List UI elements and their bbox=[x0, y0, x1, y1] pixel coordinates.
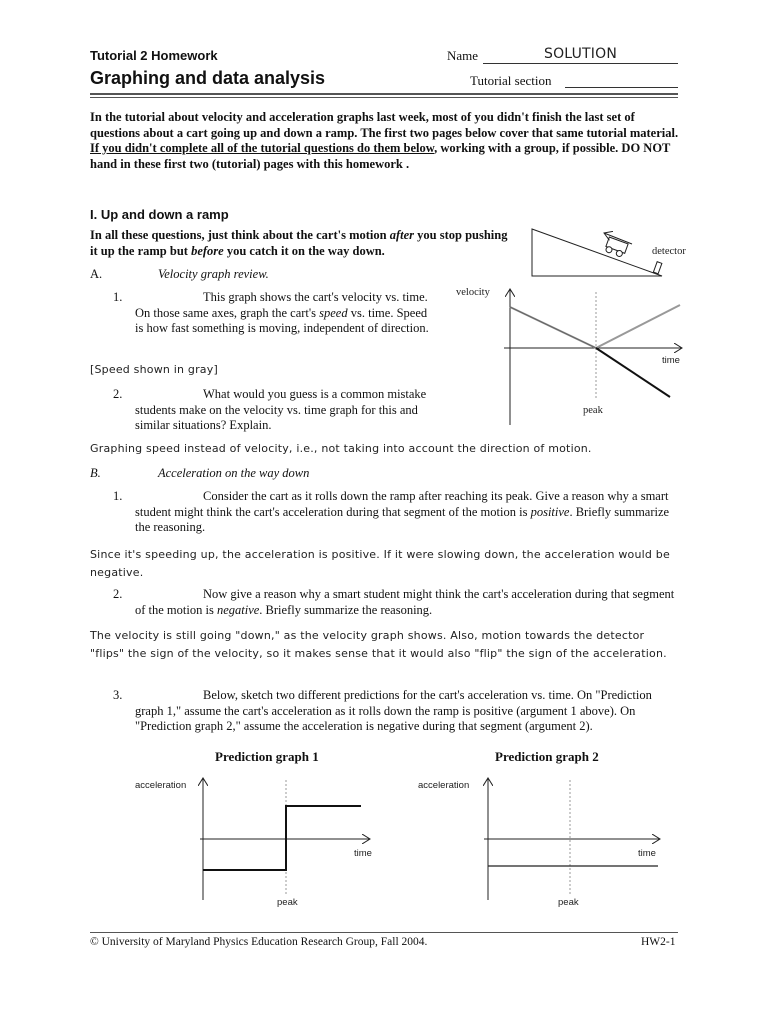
intro-text: In the tutorial about velocity and acceleration graphs last week, most of you didn't finish the last set of questions about a cart going up and down a ramp. The first two pages below cover that same tutorial material. bbox=[90, 110, 679, 140]
name-field[interactable]: SOLUTION bbox=[483, 46, 678, 64]
q1-speed: speed bbox=[319, 305, 348, 320]
prediction-graph-2-title: Prediction graph 2 bbox=[495, 749, 599, 764]
intro-underlined: If you didn't complete all of the tutorial questions do them below bbox=[90, 141, 435, 155]
peak-label: peak bbox=[277, 897, 298, 908]
part-a-title: Velocity graph review. bbox=[158, 267, 269, 281]
section-label: Tutorial section bbox=[470, 73, 552, 88]
b1-text-a: Consider the cart as it rolls down the ramp after reaching its peak. Give a reason why a smart student might think the cart's acceleration during that segment of the motion is bbox=[135, 489, 669, 519]
answer-a2: Graphing speed instead of velocity, i.e., not taking into account the direction of motion. bbox=[90, 442, 592, 455]
lead-text: In all these questions, just think about the cart's motion bbox=[90, 228, 390, 242]
name-label: Name bbox=[447, 48, 479, 63]
q1-number: 1. bbox=[113, 290, 123, 304]
b1-number: 1. bbox=[113, 489, 123, 503]
time-label: time bbox=[638, 848, 656, 859]
prediction-graph-1 bbox=[135, 778, 372, 908]
speed-line bbox=[510, 305, 680, 348]
b1-positive: positive bbox=[530, 504, 570, 519]
lead-text-3: you catch it on the way down. bbox=[223, 243, 385, 258]
detector-label: detector bbox=[652, 246, 686, 257]
page-number: HW2-1 bbox=[641, 936, 676, 948]
q1-text-b: vs. time. Speed is how fast something is moving, independent of direction. bbox=[135, 305, 429, 335]
b2-negative: negative bbox=[216, 602, 260, 617]
answer-a1: [Speed shown in gray] bbox=[90, 363, 218, 376]
velocity-graph bbox=[456, 287, 682, 425]
velocity-label: velocity bbox=[456, 287, 490, 298]
detector-icon bbox=[653, 262, 661, 274]
cart-icon bbox=[604, 237, 628, 258]
section-heading: I. Up and down a ramp bbox=[90, 207, 229, 222]
part-b-title: Acceleration on the way down bbox=[158, 466, 310, 480]
acceleration-line bbox=[203, 806, 361, 870]
velocity-line-up bbox=[510, 307, 596, 348]
acceleration-label: acceleration bbox=[135, 780, 187, 791]
peak-label: peak bbox=[583, 405, 603, 416]
lead-after: after bbox=[389, 228, 415, 242]
time-label: time bbox=[662, 355, 680, 366]
b3-number: 3. bbox=[113, 688, 123, 702]
b2-text-b: . Briefly summarize the reasoning. bbox=[259, 602, 433, 617]
copyright: © University of Maryland Physics Education Research Group, Fall 2004. bbox=[90, 936, 428, 948]
peak-label: peak bbox=[558, 897, 579, 908]
part-a-label: A. bbox=[90, 267, 103, 281]
course-label: Tutorial 2 Homework bbox=[90, 48, 218, 63]
ramp-diagram bbox=[532, 229, 686, 276]
answer-b1: Since it's speeding up, the acceleration is positive. If it were slowing down, the acceleration would be negative. bbox=[90, 548, 670, 579]
acceleration-label: acceleration bbox=[418, 780, 470, 791]
b2-number: 2. bbox=[113, 587, 123, 601]
footer-rule bbox=[90, 932, 678, 933]
velocity-line-down bbox=[596, 348, 670, 397]
q2-text: What would you guess is a common mistake students make on the velocity vs. time graph for this and similar situations? Explain. bbox=[135, 387, 427, 432]
q1-text-a: This graph shows the cart's velocity vs. time. On those same axes, graph the cart's bbox=[135, 290, 428, 320]
prediction-graph-2 bbox=[418, 778, 660, 908]
b3-text: Below, sketch two different predictions for the cart's acceleration vs. time. On "Prediction graph 1," assume the cart's acceleration as it rolls down the ramp is positive (argument 1 above). On "Prediction graph 2," assume the acceleration is negative during that segment (argument 2). bbox=[135, 688, 652, 733]
ramp bbox=[532, 229, 662, 276]
page-title: Graphing and data analysis bbox=[90, 68, 326, 88]
lead-text-2: you stop pushing it up the ramp but bbox=[90, 228, 508, 258]
lead-before: before bbox=[191, 243, 224, 258]
prediction-graph-1-title: Prediction graph 1 bbox=[215, 749, 319, 764]
intro-text-2: , working with a group, if possible. DO NOT hand in these first two (tutorial) pages with this homework . bbox=[90, 141, 671, 171]
q2-number: 2. bbox=[113, 387, 123, 401]
answer-b2: The velocity is still going "down," as the velocity graph shows. Also, motion towards the detector "flips" the sign of the velocity, so it makes sense that it would also "flip" the sign of the acceleration. bbox=[90, 629, 667, 660]
time-label: time bbox=[354, 848, 372, 859]
part-b-label: B. bbox=[90, 466, 101, 480]
b1-text-b: . Briefly summarize the reasoning. bbox=[135, 504, 670, 534]
b2-text-a: Now give a reason why a smart student might think the cart's acceleration during that segment of the motion is bbox=[135, 587, 675, 617]
